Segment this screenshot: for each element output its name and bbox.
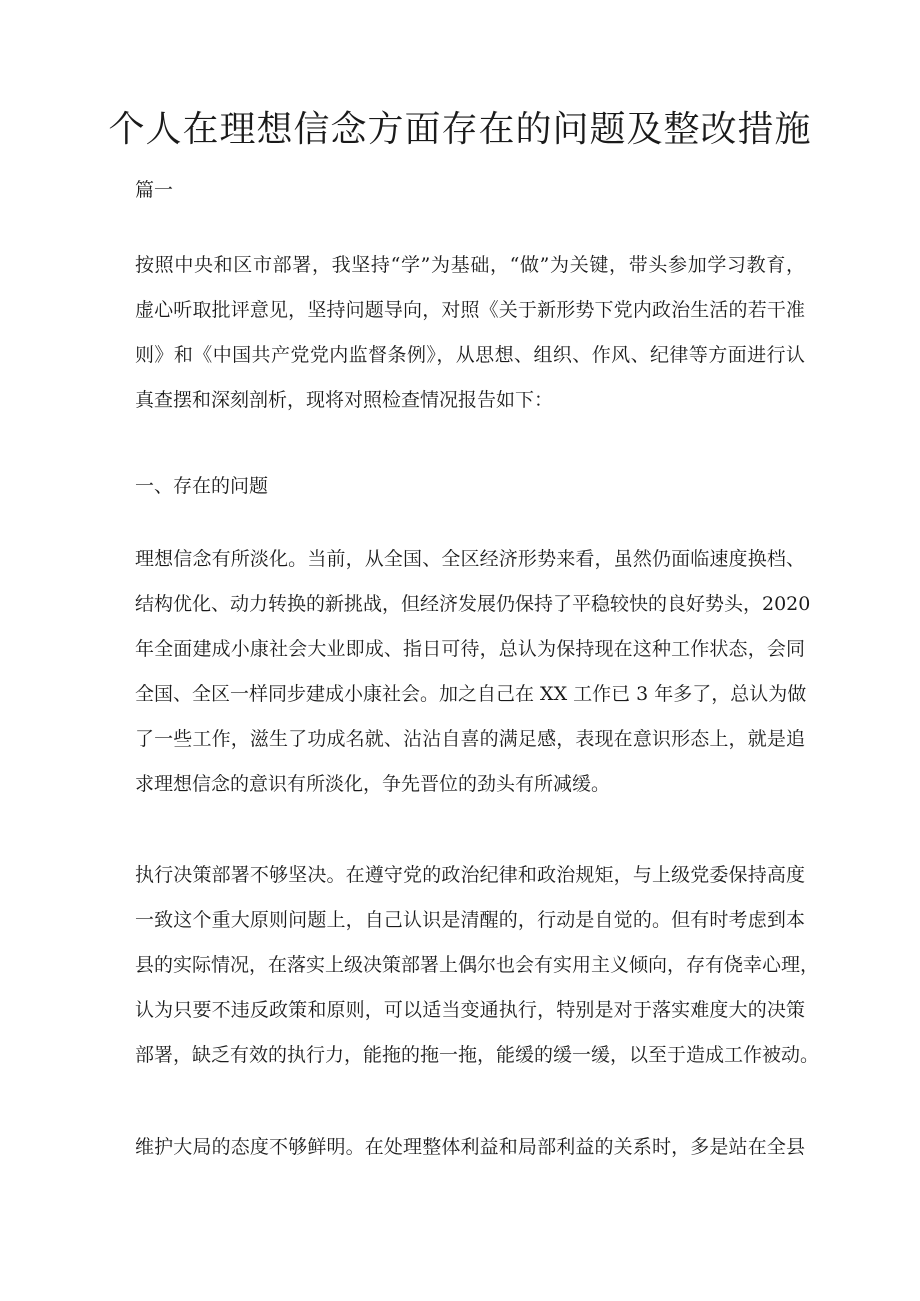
text-line: 按照中央和区市部署，我坚持“学”为基础，“做”为关键，带头参加学习教育， bbox=[135, 254, 805, 276]
text-line: 全国、全区一样同步建成小康社会。加之自己在 XX 工作已 3 年多了，总认为做 bbox=[135, 683, 807, 705]
text-line: 认为只要不违反政策和原则，可以适当变通执行，特别是对于落实难度大的决策 bbox=[135, 999, 805, 1021]
text-line: 维护大局的态度不够鲜明。在处理整体利益和局部利益的关系时，多是站在全县 bbox=[135, 1136, 805, 1158]
text-line: 了一些工作，滋生了功成名就、沾沾自喜的满足感，表现在意识形态上，就是追 bbox=[135, 728, 805, 750]
text-line: 真查摆和深刻剖析，现将对照检查情况报告如下： bbox=[135, 389, 554, 411]
paragraph-ideals bbox=[135, 537, 811, 807]
text-line: 县的实际情况，在落实上级决策部署上偶尔也会有实用主义倾向，存有侥幸心理， bbox=[135, 954, 820, 976]
paragraph-overall-situation bbox=[135, 1125, 805, 1170]
text-line: 虚心听取批评意见，坚持问题导向，对照《关于新形势下党内政治生活的若干准 bbox=[135, 299, 805, 321]
intro-paragraph bbox=[135, 243, 805, 423]
text-line: 一致这个重大原则问题上，自己认识是清醒的，行动是自觉的。但有时考虑到本 bbox=[135, 909, 805, 931]
text-line: 执行决策部署不够坚决。在遵守党的政治纪律和政治规矩，与上级党委保持高度 bbox=[135, 864, 805, 886]
text-line: 结构优化、动力转换的新挑战，但经济发展仍保持了平稳较快的良好势头，2020 bbox=[135, 593, 811, 615]
paragraph-execution bbox=[135, 853, 820, 1078]
section-heading: 一、存在的问题 bbox=[135, 475, 269, 497]
document-title: 个人在理想信念方面存在的问题及整改措施 bbox=[108, 109, 812, 150]
text-line: 部署，缺乏有效的执行力，能拖的拖一拖，能缓的缓一缓，以至于造成工作被动。 bbox=[135, 1044, 820, 1066]
text-line: 年全面建成小康社会大业即成、指日可待，总认为保持现在这种工作状态，会同 bbox=[135, 638, 805, 660]
text-line: 求理想信念的意识有所淡化，争先晋位的劲头有所减缓。 bbox=[135, 773, 611, 795]
text-line: 则》和《中国共产党党内监督条例》，从思想、组织、作风、纪律等方面进行认 bbox=[135, 344, 805, 366]
section-label: 篇一 bbox=[135, 179, 174, 201]
text-line: 理想信念有所淡化。当前，从全国、全区经济形势来看，虽然仍面临速度换档、 bbox=[135, 548, 805, 570]
